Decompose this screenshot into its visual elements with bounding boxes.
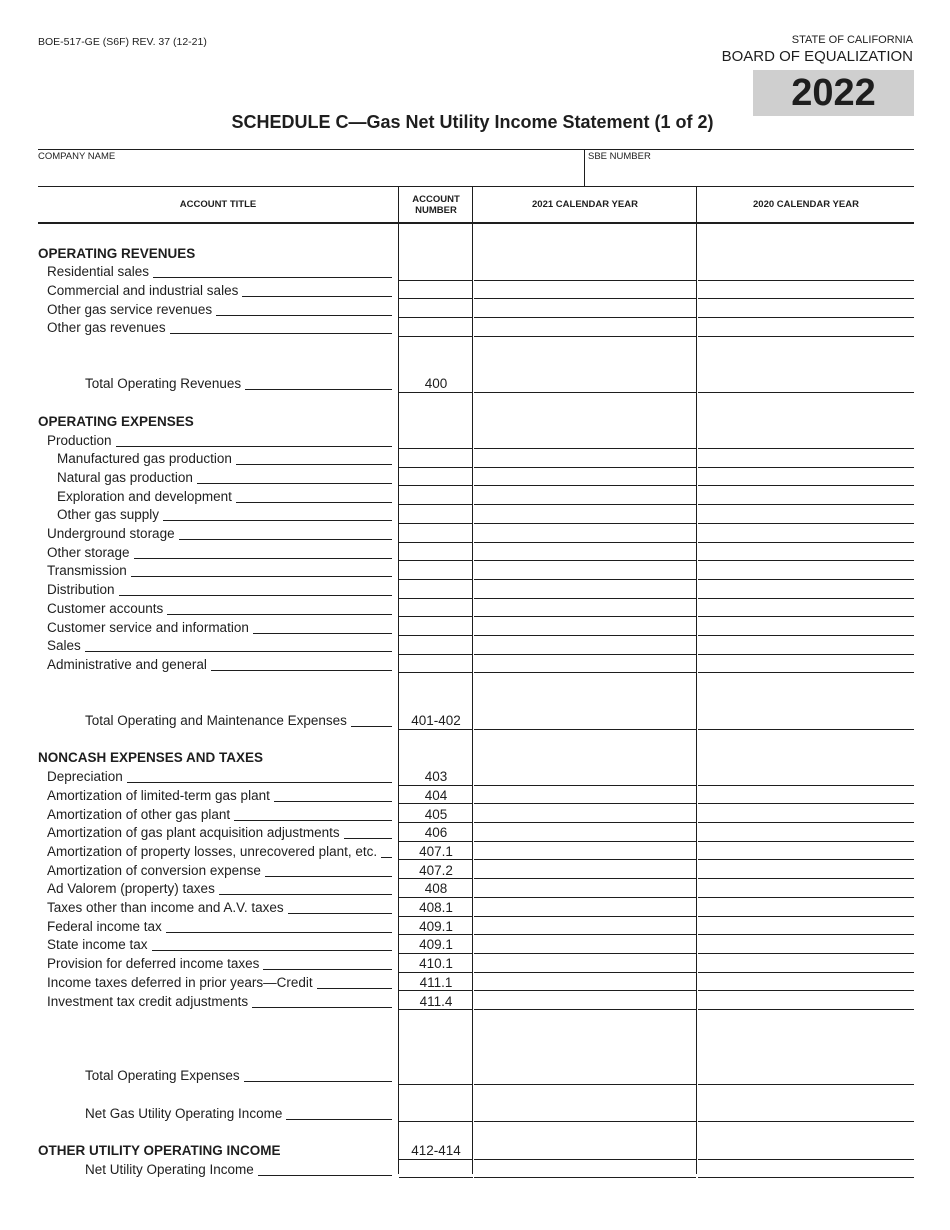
blank-row [38,730,914,748]
row-label [85,375,392,393]
row-label [38,1142,392,1160]
leader-line [244,1069,392,1082]
account-number-header: ACCOUNT NUMBER [412,193,460,216]
account-number: 409.1 [419,918,453,934]
row-label [47,899,392,917]
row-label-text: Other gas supply [57,507,160,523]
account-number: 410.1 [419,956,453,972]
state-name: STATE OF CALIFORNIA [791,34,913,46]
statement-row [38,880,914,898]
leader-line [317,976,392,989]
statement-row [38,263,914,281]
account-number: 409.1 [419,937,453,953]
statement-row [38,1104,914,1122]
account-number [399,487,473,505]
year-2021-cell[interactable] [474,1177,696,1178]
company-name-label: COMPANY NAME [38,151,116,162]
row-label-text: Production [47,432,112,448]
row-label-text: Amortization of limited-term gas plant [47,787,270,803]
statement-row [38,412,914,430]
blank-row [38,1011,914,1029]
blank-row [38,394,914,412]
row-label [85,712,392,730]
row-label [47,618,392,636]
page-title: SCHEDULE C—Gas Net Utility Income Statement (1 of 2) [231,112,714,132]
tax-year-box: 2022 [753,70,914,116]
row-label [47,319,392,337]
row-label [85,1067,392,1085]
row-label [47,992,392,1010]
account-number: 408.1 [419,900,453,915]
field-divider [584,149,585,186]
account-number [399,599,473,617]
row-label [47,917,392,935]
row-label [47,281,392,299]
row-label [57,468,392,486]
account-number: 411.1 [419,974,453,990]
row-label [47,880,392,898]
row-label-text: Customer service and information [47,619,249,635]
row-label-text: Provision for deferred income taxes [47,956,260,972]
statement-row [38,655,914,673]
row-label-text: State income tax [47,937,148,953]
row-label-text: Net Utility Operating Income [85,1161,254,1177]
row-label [47,562,392,580]
leader-line [236,452,392,465]
statement-row [38,1067,914,1085]
header-bottom-rule [38,222,914,224]
row-label-text: Exploration and development [57,488,232,504]
leader-line [163,508,392,521]
leader-line [127,770,392,783]
row-label [47,599,392,617]
row-label-text: Commercial and industrial sales [47,282,239,298]
blank-row [38,1029,914,1047]
row-label-text: Income taxes deferred in prior years—Credit [47,974,313,990]
row-label-text: Federal income tax [47,918,162,934]
statement-row [38,468,914,486]
leader-line [258,1163,392,1176]
leader-line [286,1107,392,1120]
row-label [47,655,392,673]
row-label [47,936,392,954]
leader-line [119,583,392,596]
account-number [399,319,473,337]
account-number [399,1067,473,1085]
row-label [47,525,392,543]
statement-row [38,300,914,318]
account-number [399,637,473,655]
account-number [399,543,473,561]
account-number [399,525,473,543]
blank-row [38,338,914,356]
account-cell-rule [399,1177,473,1178]
statement-row [38,842,914,860]
statement-row [38,973,914,991]
row-label-text: Amortization of conversion expense [47,862,261,878]
row-label [47,842,392,860]
leader-line [211,658,392,671]
row-label [47,637,392,655]
account-number [399,506,473,524]
account-number [399,1104,473,1122]
row-label-text: Transmission [47,563,127,579]
account-number [399,618,473,636]
statement-row [38,244,914,262]
account-number: 407.2 [419,862,453,878]
row-label [57,450,392,468]
row-label [47,581,392,599]
statement-row [38,1160,914,1178]
leader-line [245,377,392,390]
account-number [399,300,473,318]
year-2020-cell[interactable] [698,1177,914,1178]
row-label-text: Underground storage [47,526,175,541]
statement-row [38,599,914,617]
row-label [47,955,392,973]
row-label-text: Amortization of other gas plant [47,806,231,822]
leader-line [236,490,392,503]
statement-row [38,824,914,842]
leader-line [116,434,392,447]
leader-line [351,714,392,727]
leader-line [252,995,392,1008]
statement-row [38,637,914,655]
row-label [38,749,392,767]
account-number: 401-402 [411,713,461,728]
row-label-text: Ad Valorem (property) taxes [47,881,215,897]
leader-line [265,864,392,877]
row-label-text: Total Operating Expenses [85,1068,240,1084]
row-label-text: OPERATING EXPENSES [38,413,194,429]
account-number: 404 [424,787,448,803]
statement-row [38,562,914,580]
row-label-text: Depreciation [47,769,123,785]
row-label [47,300,392,318]
sbe-number-label: SBE NUMBER [588,151,651,162]
leader-line [344,826,392,839]
row-label-text: Taxes other than income and A.V. taxes [47,900,284,915]
statement-row [38,450,914,468]
statement-row [38,899,914,917]
row-label-text: Other gas service revenues [47,301,213,317]
statement-row [38,431,914,449]
row-label-text: Natural gas production [57,469,193,485]
row-label-text: Customer accounts [47,600,164,616]
statement-row [38,319,914,337]
leader-line [153,265,392,278]
row-label-text: Other storage [47,544,130,560]
top-rule [38,149,914,150]
leader-line [288,901,392,914]
leader-line [170,321,392,334]
statement-row [38,805,914,823]
account-number: 411.4 [419,993,453,1009]
leader-line [197,471,392,484]
account-number: 403 [424,769,448,785]
account-number [399,749,473,767]
account-title-header: ACCOUNT TITLE [179,199,257,210]
row-label-text: Residential sales [47,264,150,280]
row-label-text: Sales [47,638,81,654]
statement-row [38,281,914,299]
row-label-text: Net Gas Utility Operating Income [85,1105,283,1121]
row-label-text: OTHER UTILITY OPERATING INCOME [38,1143,281,1159]
row-label-text: NONCASH EXPENSES AND TAXES [38,750,264,766]
account-number: 400 [424,376,448,392]
account-number [399,244,473,262]
row-label [38,412,392,430]
sbe-number-field[interactable] [587,163,913,185]
account-number [399,1160,473,1178]
row-label [38,244,392,262]
company-name-field[interactable] [38,163,582,185]
statement-row [38,618,914,636]
leader-line [85,639,392,652]
leader-line [179,527,392,540]
form-number: BOE-517-GE (S6F) REV. 37 (12-21) [38,36,207,48]
statement-row [38,487,914,505]
account-number [399,468,473,486]
row-label [57,506,392,524]
leader-line [381,845,392,858]
account-number [399,562,473,580]
account-number: 412-414 [411,1143,461,1159]
account-number: 407.1 [419,843,453,859]
year-2021-header: 2021 CALENDAR YEAR [532,199,638,210]
statement-row [38,375,914,393]
leader-line [242,284,392,297]
row-label-text: Amortization of property losses, unrecovered plant, etc. [47,843,378,859]
row-label [47,263,392,281]
row-label-text: OPERATING REVENUES [38,245,196,261]
statement-row [38,992,914,1010]
row-label-text: Total Operating Revenues [85,376,242,392]
year-2020-header: 2020 CALENDAR YEAR [753,199,859,210]
account-number [399,281,473,299]
row-label [47,973,392,991]
blank-row [38,674,914,692]
row-label [47,805,392,823]
leader-line [253,621,392,634]
statement-row [38,749,914,767]
row-label [85,1160,392,1178]
account-number: 406 [424,825,448,841]
statement-row [38,917,914,935]
statement-row [38,525,914,543]
row-label [47,431,392,449]
statement-row [38,861,914,879]
blank-row [38,1086,914,1104]
blank-row [38,1048,914,1066]
leader-line [167,602,392,615]
statement-row [38,506,914,524]
row-label-text: Administrative and general [47,656,207,672]
row-label [47,861,392,879]
statement-row [38,1142,914,1160]
row-label [85,1104,392,1122]
account-number [399,263,473,281]
row-label-text: Total Operating and Maintenance Expenses [85,713,347,728]
leader-line [131,564,392,577]
account-number [399,431,473,449]
blank-row [38,1123,914,1141]
account-number [399,412,473,430]
row-label [47,768,392,786]
leader-line [166,920,392,933]
row-label [47,543,392,561]
statement-row [38,936,914,954]
statement-row [38,581,914,599]
leader-line [219,882,392,895]
statement-row [38,768,914,786]
account-number [399,655,473,673]
statement-row [38,955,914,973]
statement-row [38,786,914,804]
blank-row [38,356,914,374]
row-label [47,824,392,842]
account-number: 405 [424,806,448,822]
row-label [57,487,392,505]
account-number [399,581,473,599]
row-label [47,786,392,804]
row-label-text: Other gas revenues [47,320,166,336]
row-label-text: Investment tax credit adjustments [47,993,249,1009]
agency-name: BOARD OF EQUALIZATION [721,48,913,65]
blank-row [38,693,914,711]
account-number: 408 [424,881,448,897]
leader-line [274,789,392,802]
leader-line [234,808,392,821]
row-label-text: Manufactured gas production [57,451,232,467]
statement-row [38,712,914,730]
leader-line [152,938,392,951]
leader-line [216,303,392,316]
account-number [399,450,473,468]
row-label-text: Amortization of gas plant acquisition adjustments [47,825,340,841]
statement-row [38,543,914,561]
row-label-text: Distribution [47,582,115,598]
leader-line [134,546,392,559]
leader-line [263,957,392,970]
